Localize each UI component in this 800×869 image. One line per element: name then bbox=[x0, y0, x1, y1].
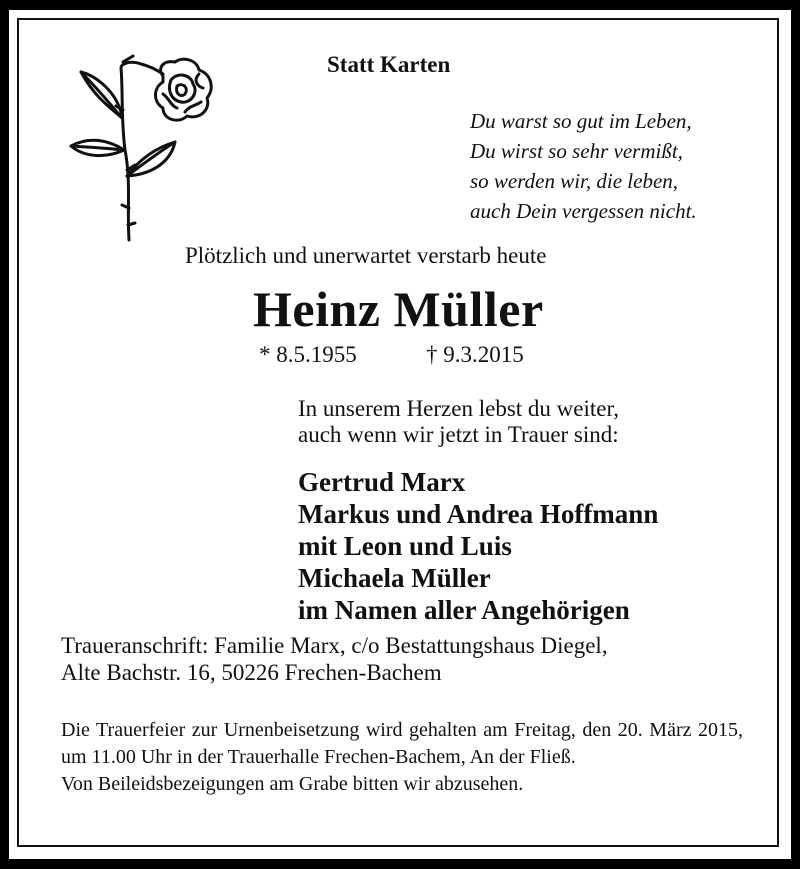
death-date: † 9.3.2015 bbox=[426, 342, 524, 367]
intro-text: Plötzlich und unerwartet verstarb heute bbox=[185, 243, 547, 268]
poem-line: Du wirst so sehr vermißt, bbox=[470, 139, 683, 163]
condolence-note: Von Beileidsbezeigungen am Grabe bitten wir abzusehen. bbox=[61, 773, 524, 795]
mourner-name: Markus und Andrea Hoffmann bbox=[298, 499, 659, 529]
mourning-address bbox=[61, 632, 608, 686]
address-line: Alte Bachstr. 16, 50226 Frechen-Bachem bbox=[61, 660, 442, 685]
poem bbox=[470, 106, 697, 226]
ceremony-info bbox=[61, 717, 743, 798]
poem-line: Du warst so gut im Leben, bbox=[470, 109, 692, 133]
mourners-list bbox=[298, 466, 658, 626]
mourner-name: im Namen aller Angehörigen bbox=[298, 595, 630, 625]
rose-icon bbox=[59, 50, 219, 245]
address-line: Traueranschrift: Familie Marx, c/o Bestattungshaus Diegel, bbox=[61, 633, 608, 658]
deceased-name: Heinz Müller bbox=[253, 281, 544, 337]
poem-line: auch Dein vergessen nicht. bbox=[470, 199, 697, 223]
obituary-card bbox=[9, 10, 791, 859]
ceremony-text: Die Trauerfeier zur Urnenbeisetzung wird gehalten am Freitag, den 20. März 2015, um 11.00 Uhr in der Trauerhalle Frechen-Bachem, An der Fließ. bbox=[61, 719, 743, 768]
mourning-line: In unserem Herzen lebst du weiter, bbox=[298, 396, 619, 421]
mourning-line: auch wenn wir jetzt in Trauer sind: bbox=[298, 422, 619, 447]
mourner-name: Michaela Müller bbox=[298, 563, 491, 593]
poem-line: so werden wir, die leben, bbox=[470, 169, 679, 193]
birth-date: * 8.5.1955 bbox=[259, 342, 357, 367]
mourner-name: Gertrud Marx bbox=[298, 467, 466, 497]
header-label: Statt Karten bbox=[327, 52, 451, 77]
mourning-text bbox=[298, 396, 619, 448]
mourner-name: mit Leon und Luis bbox=[298, 531, 512, 561]
